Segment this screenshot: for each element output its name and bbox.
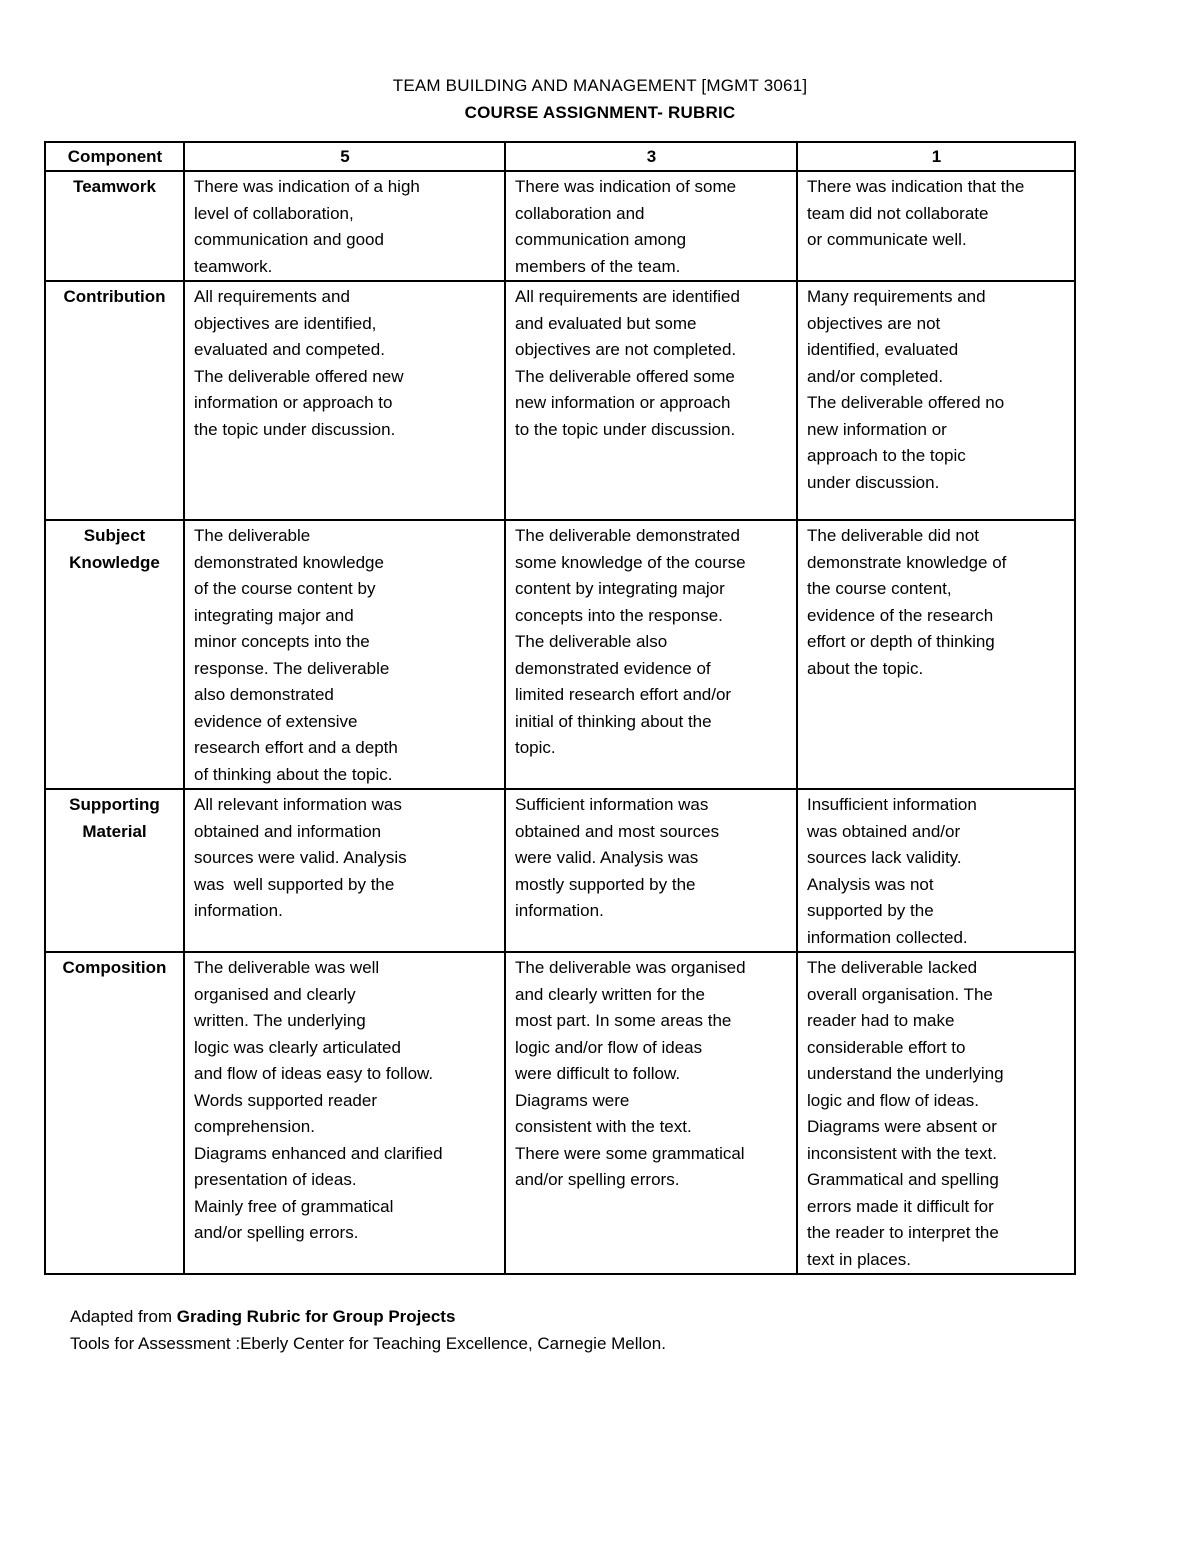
component-label: Teamwork <box>73 177 156 196</box>
criteria-text-line: inconsistent with the text. <box>807 1143 997 1163</box>
criteria-text-line: Sufficient information was <box>515 795 709 814</box>
criteria-cell-score-5 <box>184 281 505 520</box>
criteria-text-line: information. <box>515 901 604 920</box>
criteria-text-line: Mainly free of grammatical <box>194 1196 394 1216</box>
criteria-text-line: Grammatical and spelling <box>807 1170 999 1189</box>
criteria-text-line: text in places. <box>807 1249 911 1269</box>
criteria-text-line: and/or spelling errors. <box>194 1223 359 1242</box>
criteria-text-line: The deliverable also <box>515 632 668 651</box>
header-component: Component <box>45 142 184 171</box>
criteria-text-line: errors made it difficult for <box>807 1196 994 1216</box>
criteria-text-line: consistent with the text. <box>515 1117 692 1136</box>
table-row <box>45 520 1075 789</box>
criteria-text-line: communication among <box>515 230 687 249</box>
footer-line-2: Tools for Assessment :Eberly Center for Teaching Excellence, Carnegie Mellon. <box>70 1334 666 1353</box>
component-cell <box>45 171 184 281</box>
criteria-cell-score-3 <box>505 520 797 789</box>
criteria-text-line: initial of thinking about the <box>515 711 712 731</box>
criteria-text-line: logic was clearly articulated <box>194 1037 401 1057</box>
criteria-text-line: under discussion. <box>807 472 940 492</box>
criteria-text-line: The deliverable demonstrated <box>515 526 740 545</box>
criteria-cell-score-1 <box>797 281 1075 520</box>
criteria-text-line: obtained and most sources <box>515 821 720 841</box>
criteria-text-line: of the course content by <box>194 579 376 598</box>
criteria-cell-score-3 <box>505 171 797 281</box>
footer <box>70 1303 666 1357</box>
criteria-text-line: presentation of ideas. <box>194 1170 357 1189</box>
criteria-text-line: was well supported by the <box>194 874 395 894</box>
criteria-text-line: There was indication of a high <box>194 177 420 196</box>
criteria-text-line: evidence of the research <box>807 605 994 625</box>
component-label: Contribution <box>63 287 166 306</box>
criteria-text-line: communication and good <box>194 230 384 249</box>
criteria-text-line: The deliverable did not <box>807 526 980 545</box>
criteria-text-line: demonstrate knowledge of <box>807 552 1007 572</box>
criteria-text-line: The deliverable offered new <box>194 366 404 386</box>
criteria-text-line: topic. <box>515 738 556 757</box>
criteria-text-line: research effort and a depth <box>194 738 398 757</box>
component-label-line: Subject <box>83 526 146 545</box>
criteria-text-line: logic and/or flow of ideas <box>515 1037 703 1057</box>
component-cell <box>45 520 184 789</box>
criteria-text-line: effort or depth of thinking <box>807 632 995 651</box>
criteria-cell-score-1 <box>797 171 1075 281</box>
criteria-text-line: concepts into the response. <box>515 605 723 625</box>
criteria-text-line: Diagrams were absent or <box>807 1117 997 1136</box>
criteria-text-line: new information or approach <box>515 393 731 412</box>
criteria-text-line: sources lack validity. <box>807 848 962 867</box>
criteria-text-line: All relevant information was <box>194 795 402 814</box>
footer-prefix: Adapted from <box>70 1307 177 1326</box>
criteria-text-line: There was indication of some <box>515 177 737 196</box>
component-cell <box>45 789 184 952</box>
criteria-text-line: about the topic. <box>807 658 924 678</box>
criteria-text-line: All requirements are identified <box>515 287 740 306</box>
criteria-text-line: The deliverable was organised <box>515 958 746 977</box>
criteria-cell-score-1 <box>797 952 1075 1274</box>
criteria-text-line: Insufficient information <box>807 795 977 814</box>
rubric-body <box>45 171 1075 1274</box>
criteria-text-line: overall organisation. The <box>807 984 993 1004</box>
component-label-line: Knowledge <box>69 552 160 572</box>
criteria-text-line: understand the underlying <box>807 1064 1004 1083</box>
criteria-text-line: were valid. Analysis was <box>515 848 699 867</box>
criteria-text-line: There were some grammatical <box>515 1143 745 1163</box>
criteria-text-line: and/or completed. <box>807 366 944 386</box>
header-score-5: 5 <box>184 142 505 171</box>
criteria-text-line: members of the team. <box>515 256 681 276</box>
criteria-text-line: Many requirements and <box>807 287 986 306</box>
criteria-text-line: the reader to interpret the <box>807 1223 999 1242</box>
criteria-cell-score-5 <box>184 171 505 281</box>
criteria-text-line: The deliverable lacked <box>807 958 978 977</box>
criteria-text-line: The deliverable offered no <box>807 393 1005 412</box>
criteria-text-line: identified, evaluated <box>807 340 959 359</box>
component-label: Composition <box>62 958 167 977</box>
criteria-cell-score-3 <box>505 789 797 952</box>
header-row <box>45 142 1075 171</box>
criteria-text-line: All requirements and <box>194 287 350 306</box>
criteria-text-line: and/or spelling errors. <box>515 1170 680 1189</box>
criteria-text-line: reader had to make <box>807 1011 955 1030</box>
criteria-text-line: demonstrated evidence of <box>515 658 711 678</box>
criteria-text-line: response. The deliverable <box>194 658 390 678</box>
criteria-text-line: The deliverable was well <box>194 958 380 977</box>
criteria-text-line: obtained and information <box>194 821 382 841</box>
table-row <box>45 789 1075 952</box>
criteria-cell-score-1 <box>797 520 1075 789</box>
criteria-text-line: were difficult to follow. <box>515 1064 681 1083</box>
criteria-text-line: to the topic under discussion. <box>515 419 736 439</box>
criteria-text-line: written. The underlying <box>194 1011 366 1030</box>
criteria-text-line: teamwork. <box>194 256 273 276</box>
criteria-text-line: There was indication that the <box>807 177 1025 196</box>
criteria-text-line: mostly supported by the <box>515 874 696 894</box>
criteria-cell-score-1 <box>797 789 1075 952</box>
criteria-text-line: of thinking about the topic. <box>194 764 393 784</box>
criteria-cell-score-3 <box>505 952 797 1274</box>
criteria-text-line: Diagrams were <box>515 1090 630 1110</box>
rubric-table <box>44 141 1076 1275</box>
criteria-text-line: some knowledge of the course <box>515 552 746 572</box>
table-row <box>45 281 1075 520</box>
header-score-3: 3 <box>505 142 797 171</box>
criteria-text-line: and clearly written for the <box>515 984 705 1004</box>
criteria-text-line: the course content, <box>807 579 952 598</box>
criteria-text-line: objectives are not completed. <box>515 340 737 359</box>
criteria-text-line: supported by the <box>807 901 934 920</box>
criteria-text-line: comprehension. <box>194 1117 315 1136</box>
document-subtitle: COURSE ASSIGNMENT- RUBRIC <box>464 103 736 122</box>
criteria-text-line: level of collaboration, <box>194 203 354 223</box>
criteria-text-line: integrating major and <box>194 605 354 625</box>
criteria-text-line: collaboration and <box>515 203 645 223</box>
criteria-text-line: The deliverable <box>194 526 311 545</box>
criteria-text-line: Analysis was not <box>807 874 934 894</box>
criteria-text-line: objectives are not <box>807 313 941 333</box>
criteria-text-line: The deliverable offered some <box>515 366 735 386</box>
criteria-text-line: also demonstrated <box>194 685 334 704</box>
criteria-text-line: Diagrams enhanced and clarified <box>194 1143 443 1163</box>
footer-line-1 <box>70 1303 666 1330</box>
component-cell <box>45 281 184 520</box>
criteria-cell-score-5 <box>184 952 505 1274</box>
criteria-text-line: information or approach to <box>194 393 393 412</box>
criteria-text-line: Words supported reader <box>194 1090 378 1110</box>
table-row <box>45 952 1075 1274</box>
criteria-text-line: information. <box>194 901 283 920</box>
header-score-1: 1 <box>797 142 1075 171</box>
criteria-text-line: evaluated and competed. <box>194 340 385 359</box>
criteria-text-line: team did not collaborate <box>807 203 989 223</box>
criteria-text-line: limited research effort and/or <box>515 685 732 704</box>
component-label-line: Supporting <box>69 795 160 814</box>
criteria-text-line: new information or <box>807 419 947 439</box>
criteria-text-line: was obtained and/or <box>807 821 961 841</box>
table-row <box>45 171 1075 281</box>
criteria-text-line: approach to the topic <box>807 446 966 465</box>
criteria-text-line: or communicate well. <box>807 230 967 249</box>
criteria-text-line: information collected. <box>807 927 968 947</box>
criteria-text-line: content by integrating major <box>515 579 725 598</box>
criteria-text-line: sources were valid. Analysis <box>194 848 407 867</box>
criteria-text-line: most part. In some areas the <box>515 1011 732 1030</box>
document-title: TEAM BUILDING AND MANAGEMENT [MGMT 3061] <box>392 76 808 95</box>
criteria-text-line: and evaluated but some <box>515 313 697 333</box>
criteria-text-line: and flow of ideas easy to follow. <box>194 1064 434 1083</box>
criteria-text-line: minor concepts into the <box>194 632 370 651</box>
criteria-text-line: objectives are identified, <box>194 313 377 333</box>
criteria-text-line: considerable effort to <box>807 1037 966 1057</box>
footer-source-title: Grading Rubric for Group Projects <box>176 1307 456 1326</box>
criteria-cell-score-3 <box>505 281 797 520</box>
criteria-text-line: organised and clearly <box>194 984 356 1004</box>
criteria-text-line: evidence of extensive <box>194 711 358 731</box>
criteria-text-line: demonstrated knowledge <box>194 552 384 572</box>
criteria-text-line: logic and flow of ideas. <box>807 1090 979 1110</box>
criteria-cell-score-5 <box>184 520 505 789</box>
component-cell <box>45 952 184 1274</box>
criteria-text-line: the topic under discussion. <box>194 419 396 439</box>
criteria-cell-score-5 <box>184 789 505 952</box>
component-label-line: Material <box>82 821 147 841</box>
